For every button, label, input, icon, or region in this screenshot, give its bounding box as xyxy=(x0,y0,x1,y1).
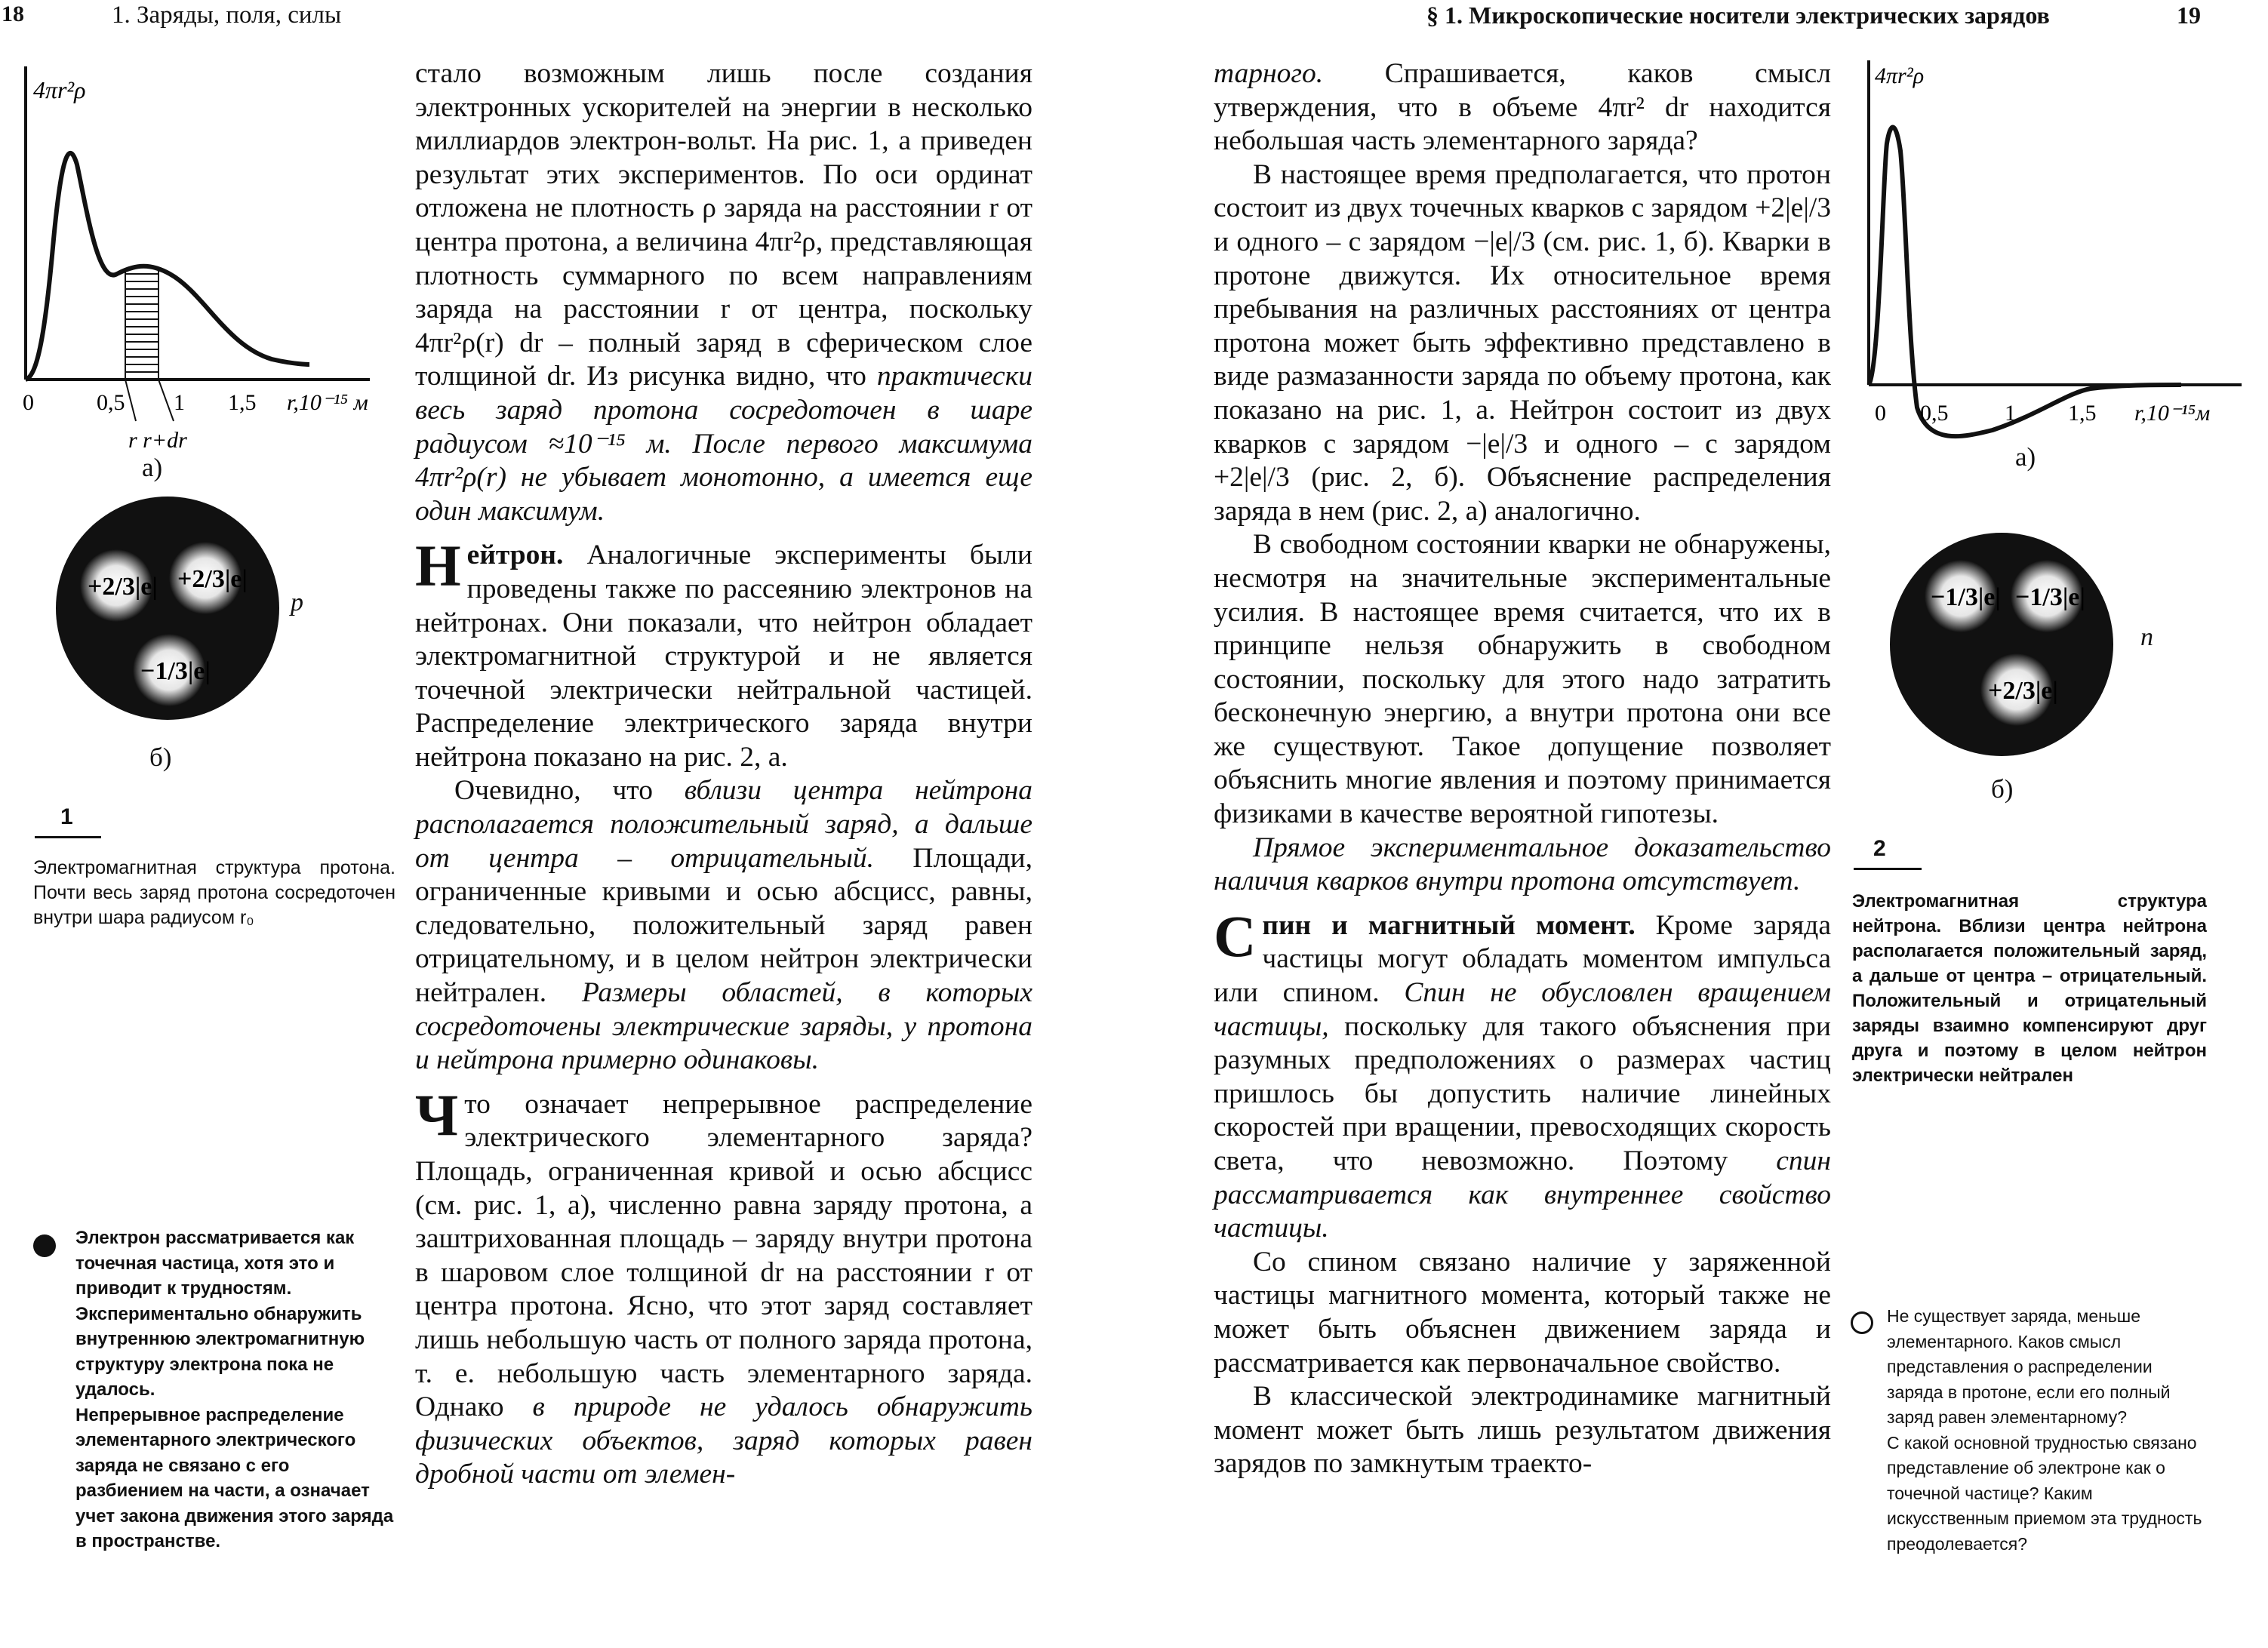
r-p5d: спин рассматривается как внутреннее свойство частицы. xyxy=(1214,1145,1831,1244)
x-tick-0: 0 xyxy=(23,390,34,415)
x2-tick-1: 1 xyxy=(2005,401,2016,426)
neutron-text: Аналогичные эксперименты были проведены также по рассеянию электронов на нейтронах. Они показали, что нейтрон обладает электромагнитной структурой и не является точечной электрически нейтральной частицей. Распределение электрического заряда внутри нейтрона показано на рис. 2, а. xyxy=(415,540,1032,773)
drop-cap-ch: Ч xyxy=(415,1081,459,1148)
figure-1a-proton-graph xyxy=(23,59,400,481)
r-p5b: Спин не обусловлен вращением частицы, xyxy=(1214,977,1832,1042)
margin-note-p1: Электрон рассматривается как точечная частица, хотя это и приводит к трудностям. Экспериментально обнаружить внутреннюю электромагнитную структуру электрона пока не удалось. xyxy=(75,1228,365,1400)
particle-label-p: p xyxy=(291,589,303,616)
p1-text: стало возможным лишь после создания электронных ускорителей на энергии в несколько миллиардов электрон-вольт. На рис. 1, а приведен результат этих экспериментов. По оси ординат отложена не плотность ρ заряда на расстоянии r от центра протона, а величина 4πr²ρ, представляющая плотность суммарного по всем направлениям заряда на расстоянии r от центра, поскольку 4πr²ρ(r) dr – полный заряд в сферическом слое толщиной dr. Из рисунка видно, что xyxy=(415,58,1032,392)
fig2b-sublabel: б) xyxy=(1991,774,2014,804)
spin-heading: пин и магнитный момент. xyxy=(1262,909,1636,941)
quark-label-1: +2/3|e| xyxy=(88,573,158,601)
n-quark-label-2: −1/3|e| xyxy=(2015,583,2085,611)
r-p1b: Спрашивается, каков смысл утверждения, что в объеме 4πr² dr находится небольшая часть элементарного заряда? xyxy=(1214,58,1831,157)
figure-rule-2 xyxy=(1854,868,1922,870)
drop-cap-n: Н xyxy=(415,533,461,599)
paragraph-continuous xyxy=(415,1081,1032,1492)
x-tick-05: 0,5 xyxy=(97,390,125,415)
p4b: в природе не удалось обнаружить физических объектов, заряд которых равен дробной части от элемен- xyxy=(415,1391,1032,1490)
figure-1-caption: Электромагнитная структура протона. Почти весь заряд протона сосредоточен внутри шара радиусом r₀ xyxy=(33,857,395,928)
figure-number-2: 2 xyxy=(1873,836,1886,861)
figure-number-1: 1 xyxy=(60,804,73,829)
paragraph-1 xyxy=(415,57,1032,528)
x-tick-1: 1 xyxy=(174,390,185,415)
n-quark-label-1: −1/3|e| xyxy=(1931,583,2001,611)
right-text-column xyxy=(1214,57,1831,1481)
y-axis-label: 4πr²ρ xyxy=(33,76,86,103)
r-p1a: тарного. xyxy=(1214,58,1324,89)
r-p5c: поскольку для такого объяснения при разумных предположениях о размерах частиц пришлось бы допустить наличие линейных скоростей при вращении, превосходящих скорость света, что невозможно. Поэтому xyxy=(1214,1010,1831,1176)
r-margin-note-p1: Не существует заряда, меньше элементарного. Каков смысл представления о распределении заряда в протоне, если его полный заряд равен элементарному? xyxy=(1887,1306,2171,1427)
p1-emphasis: практически весь заряд протона сосредоточен в шаре радиусом ≈10⁻¹⁵ м. После первого максимума 4πr²ρ(r) не убывает монотонно, а имеется еще один максимум. xyxy=(415,361,1032,527)
r-paragraph-1 xyxy=(1214,57,1831,158)
quark-label-2: +2/3|e| xyxy=(177,565,248,593)
note-bullet-open xyxy=(1851,1311,1873,1334)
p3d: Размеры областей, в которых сосредоточены электрические заряды, у протона и нейтрона примерно одинаковы. xyxy=(415,977,1032,1076)
r-paragraph-quarks: В настоящее время предполагается, что протон состоит из двух точечных кварков с зарядом +2|e|/3 и одного – с зарядом −|e|/3 (см. рис. 1, б). Кварки в протоне движутся. Их относительное время пребывания на различных расстояниях от центра протона может быть эффективно представлено в виде размазанности заряда по объему протона, как показано на рис. 1, а. Нейтрон состоит из двух кварков с зарядом −|e|/3 и одного – с зарядом +2|e|/3 (рис. 2, б). Объяснение распределения заряда в нем (рис. 2, а) аналогично. xyxy=(1214,158,1831,527)
x-tick-15: 1,5 xyxy=(228,390,257,415)
figure-2a-neutron-graph xyxy=(1864,53,2257,445)
fig1a-sublabel: а) xyxy=(142,453,163,482)
r-paragraph-classical: В классической электродинамике магнитный момент может быть лишь результатом движения зарядов по замкнутым траекто- xyxy=(1214,1381,1831,1480)
p3a: Очевидно, что xyxy=(454,775,685,807)
figure-rule-1 xyxy=(35,836,101,838)
drop-cap-s: С xyxy=(1214,902,1257,969)
figure-2b-neutron-quarks xyxy=(1887,533,2128,774)
figure-1b-proton-quarks xyxy=(54,495,296,736)
x-axis-unit: r,10⁻¹⁵ м xyxy=(287,390,368,415)
fig1b-sublabel: б) xyxy=(149,743,172,772)
page-number-left: 18 xyxy=(2,2,24,26)
continuous-heading: то означает непрерывное распределение электрического элементарного заряда? xyxy=(464,1088,1032,1154)
x2-tick-05: 0,5 xyxy=(1920,401,1949,426)
p4a: Площадь, ограниченная кривой и осью абсцисс (см. рис. 1, а), численно равна заряду протона, а заштрихованная площадь – заряду внутри протона в шаровом слое толщиной dr на расстоянии r от центра протона. Ясно, что этот заряд составляет лишь небольшую часть от полного заряда протона, т. е. небольшую часть элементарного заряда. Однако xyxy=(415,1156,1032,1423)
paragraph-neutron xyxy=(415,533,1032,774)
neutron-heading: ейтрон. xyxy=(466,540,564,571)
note-bullet-filled xyxy=(33,1234,56,1257)
r-paragraph-spin xyxy=(1214,902,1832,1246)
r-paragraph-magnetic: Со спином связано наличие у заряженной частицы магнитного момента, который также не может быть объяснен движением заряда и рассматривается как первоначальное свойство. xyxy=(1214,1246,1831,1379)
r-p4: Прямое экспериментальное доказательство наличия кварков внутри протона отсутствует. xyxy=(1214,832,1831,897)
shell-marker-label: r r+dr xyxy=(128,428,187,453)
neutron-density-curve xyxy=(1869,128,2181,437)
r-paragraph-free-quarks: В свободном состоянии кварки не обнаружены, несмотря на значительные экспериментальные усилия. В настоящее время считается, что их в принципе нельзя обнаружить в свободном состоянии, поскольку для этого надо затратить бесконечную энергию, а внутри протона они все же существуют. Такое допущение позволяет объяснить многие явления и поэтому принимается физиками в качестве вероятной гипотезы. xyxy=(1214,529,1831,830)
p3b: вблизи центра нейтрона располагается положительный заряд, а дальше от центра – отрицательный. xyxy=(415,775,1032,874)
paragraph-obviously xyxy=(415,774,1032,1077)
particle-label-n: n xyxy=(2140,623,2153,651)
left-text-column xyxy=(415,57,1032,1492)
x2-tick-15: 1,5 xyxy=(2068,401,2097,426)
p3c: Площади, ограниченные кривыми и осью абсцисс, равны, следовательно, положительный заряд равен отрицательному, и в целом нейтрон электрически нейтрален. xyxy=(415,842,1032,1009)
y-axis-label-2: 4πr²ρ xyxy=(1875,63,1925,88)
margin-note-questions xyxy=(1887,1304,2211,1557)
n-quark-label-3: +2/3|e| xyxy=(1988,677,2058,705)
x2-axis-unit: r,10⁻¹⁵м xyxy=(2134,401,2211,426)
r-p5a: Кроме заряда частицы могут обладать моментом импульса или спином. xyxy=(1214,909,1831,1009)
charge-density-curve xyxy=(26,153,309,380)
hatched-shell xyxy=(125,269,158,380)
running-head-right: § 1. Микроскопические носители электрических зарядов xyxy=(1426,2,2050,29)
x2-tick-0: 0 xyxy=(1875,401,1886,426)
margin-note-p2: Непрерывное распределение элементарного электрического заряда не связано с его разбиением на части, а означает учет закона движения этого заряда в пространстве. xyxy=(75,1404,394,1551)
quark-label-3: −1/3|e| xyxy=(140,657,211,685)
running-head-left: 1. Заряды, поля, силы xyxy=(112,2,342,29)
r-margin-note-p2: С какой основной трудностью связано представление об электроне как о точечной частице? Каким искусственным приемом эта трудность преодолевается? xyxy=(1887,1432,2202,1554)
r-paragraph-evidence xyxy=(1214,832,1831,899)
page-number-right: 19 xyxy=(2177,2,2201,29)
margin-note-electron xyxy=(75,1225,394,1554)
figure-2-caption: Электромагнитная структура нейтрона. Вблизи центра нейтрона располагается положительный заряд, а дальше от центра – отрицательный. Положительный и отрицательный заряды взаимно компенсируют друг друга и поэтому в целом нейтрон электрически нейтрален xyxy=(1852,891,2207,1086)
fig2a-sublabel: а) xyxy=(2015,442,2036,472)
